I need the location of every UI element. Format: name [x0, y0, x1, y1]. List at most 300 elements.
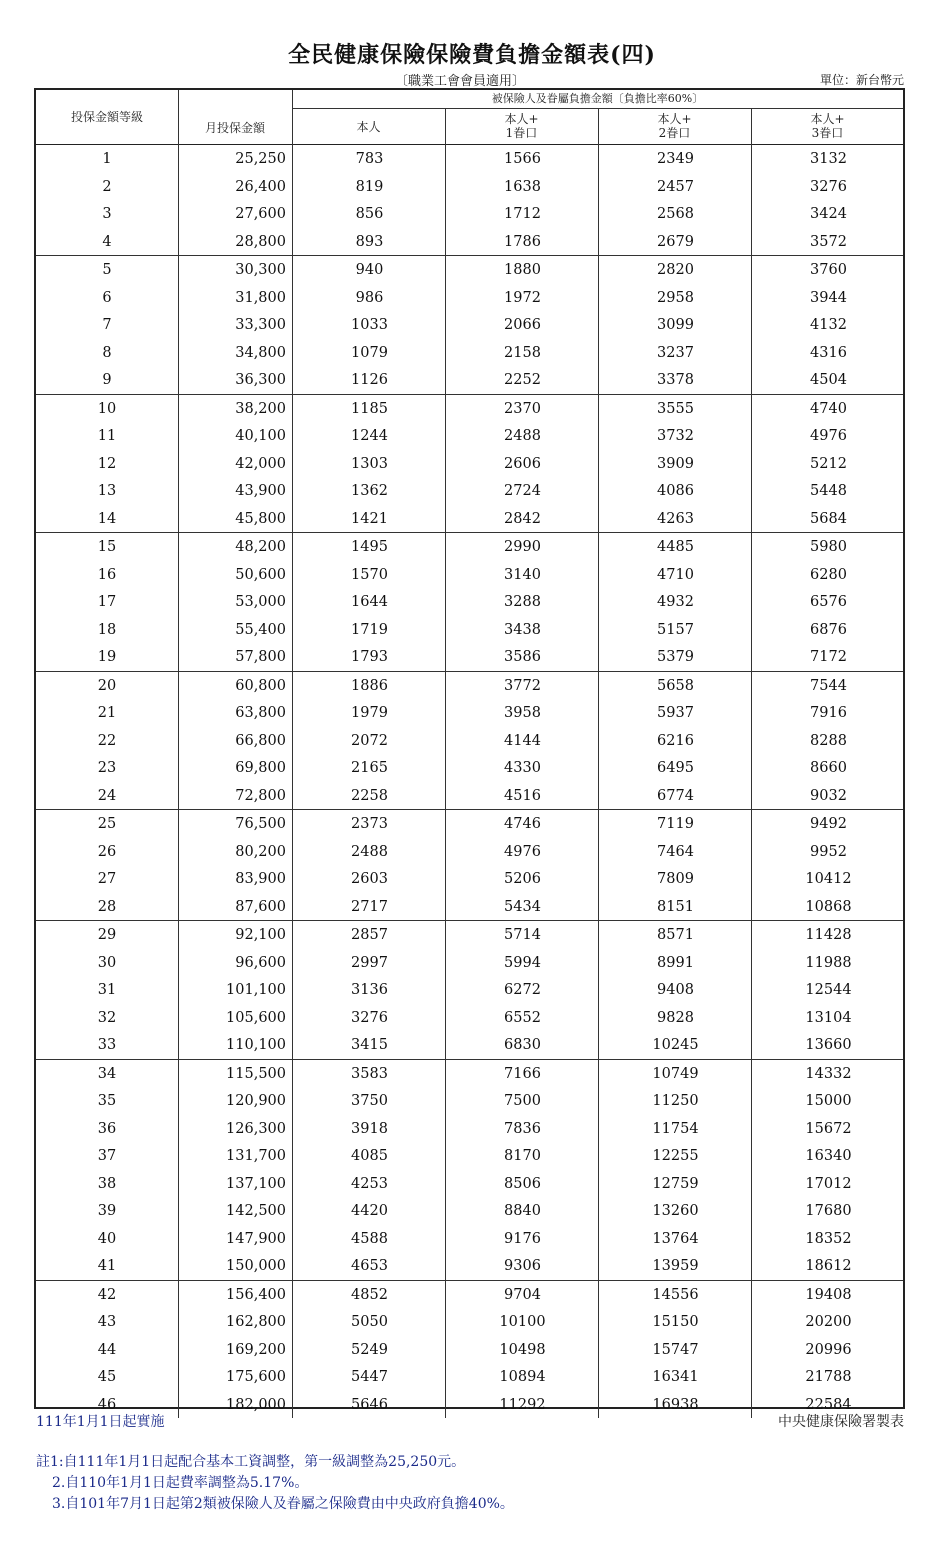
row-group: [36, 1060, 903, 1281]
row-group: [36, 533, 903, 672]
cell-self: 4253: [351, 1175, 388, 1192]
cell-dep3: 8288: [810, 732, 847, 749]
cell-self: 2165: [351, 760, 388, 776]
cell-grade: 12: [97, 455, 117, 472]
note-2: 2.自110年1月1日起費率調整為5.17%。: [52, 1475, 309, 1491]
cell-self: 3583: [351, 1065, 388, 1082]
cell-self: 819: [355, 178, 384, 195]
cell-dep2: 2457: [657, 178, 694, 195]
table-row: [36, 1252, 903, 1280]
row-group: [36, 256, 903, 395]
cell-self: 4588: [351, 1230, 388, 1247]
cell-dep1: 3288: [504, 594, 541, 610]
cell-dep2: 3909: [657, 455, 694, 472]
cell-self: 940: [355, 262, 384, 278]
cell-salary: 57,800: [235, 649, 286, 665]
cell-dep3: 7916: [810, 705, 847, 721]
cell-self: 5050: [351, 1314, 388, 1330]
table-row: [36, 173, 903, 201]
cell-dep3: 4976: [810, 428, 847, 444]
cell-dep3: 4132: [810, 317, 847, 333]
cell-salary: 105,600: [226, 1009, 286, 1026]
cell-self: 1126: [351, 372, 388, 388]
cell-dep1: 1786: [504, 233, 541, 250]
row-group: [36, 672, 903, 811]
cell-grade: 36: [97, 1120, 117, 1137]
table-row: [36, 256, 903, 284]
cell-grade: 21: [97, 705, 117, 721]
cell-dep2: 14556: [652, 1286, 699, 1303]
cell-dep1: 6830: [504, 1037, 541, 1053]
cell-salary: 38,200: [235, 400, 286, 417]
cell-dep1: 4746: [504, 816, 541, 832]
table-row: [36, 1142, 903, 1170]
cell-salary: 48,200: [235, 539, 286, 555]
cell-salary: 110,100: [226, 1037, 286, 1053]
cell-self: 1495: [351, 539, 388, 555]
cell-salary: 33,300: [235, 317, 286, 333]
table-body: [36, 145, 903, 1418]
cell-self: 893: [355, 233, 384, 250]
cell-grade: 16: [97, 566, 117, 583]
cell-self: 3750: [351, 1093, 388, 1109]
cell-dep1: 10498: [499, 1341, 546, 1358]
cell-dep2: 2679: [657, 233, 694, 250]
cell-self: 4420: [351, 1203, 388, 1219]
table-row: [36, 1308, 903, 1336]
header-dep3-bottom: 3眷口: [811, 126, 844, 140]
cell-dep2: 5937: [657, 705, 694, 721]
cell-dep2: 13260: [652, 1203, 699, 1219]
cell-salary: 150,000: [226, 1258, 286, 1274]
cell-salary: 76,500: [235, 816, 286, 832]
table-row: [36, 311, 903, 339]
cell-dep2: 2820: [657, 262, 694, 278]
cell-salary: 31,800: [235, 289, 286, 306]
cell-dep1: 9704: [504, 1286, 541, 1303]
cell-dep3: 8660: [810, 760, 847, 776]
cell-dep1: 4516: [504, 787, 541, 804]
cell-self: 2373: [351, 816, 388, 832]
cell-dep3: 12544: [805, 982, 852, 998]
cell-dep1: 2990: [504, 539, 541, 555]
cell-self: 1719: [351, 621, 388, 638]
cell-salary: 162,800: [226, 1314, 286, 1330]
cell-salary: 83,900: [235, 871, 286, 887]
cell-self: 5646: [351, 1396, 388, 1413]
cell-dep3: 3572: [810, 233, 847, 250]
cell-dep3: 14332: [805, 1065, 852, 1082]
cell-self: 3415: [351, 1037, 388, 1053]
table-row: [36, 1363, 903, 1391]
cell-dep1: 8170: [504, 1148, 541, 1164]
cell-grade: 37: [97, 1148, 117, 1164]
cell-salary: 126,300: [226, 1120, 286, 1137]
cell-dep2: 13959: [652, 1258, 699, 1274]
table-row: [36, 1281, 903, 1309]
cell-grade: 33: [97, 1037, 117, 1053]
cell-dep1: 2724: [504, 483, 541, 499]
header-dep1-top: 本人+: [504, 112, 539, 126]
cell-dep3: 9032: [810, 787, 847, 804]
table-row: [36, 782, 903, 810]
cell-dep3: 6876: [810, 621, 847, 638]
cell-dep2: 7464: [657, 843, 694, 860]
row-group: [36, 395, 903, 534]
cell-salary: 142,500: [226, 1203, 286, 1219]
cell-grade: 27: [97, 871, 117, 887]
cell-dep3: 11428: [805, 927, 852, 943]
cell-self: 2258: [351, 787, 388, 804]
header-dep1-bottom: 1眷口: [505, 126, 538, 140]
cell-grade: 20: [97, 677, 117, 694]
table-row: [36, 228, 903, 256]
table-row: [36, 754, 903, 782]
table-row: [36, 810, 903, 838]
cell-dep3: 13660: [805, 1037, 852, 1053]
table-maker: 中央健康保險署製表: [778, 1414, 904, 1430]
cell-dep3: 4740: [810, 400, 847, 417]
row-group: [36, 810, 903, 921]
cell-grade: 9: [102, 372, 112, 388]
cell-dep3: 6280: [810, 566, 847, 583]
cell-salary: 63,800: [235, 705, 286, 721]
cell-grade: 7: [102, 317, 112, 333]
cell-dep1: 7500: [504, 1093, 541, 1109]
table-row: [36, 145, 903, 173]
cell-dep2: 9408: [657, 982, 694, 998]
cell-self: 3136: [351, 982, 388, 998]
cell-dep1: 1566: [504, 151, 541, 167]
cell-grade: 45: [97, 1369, 117, 1385]
cell-salary: 25,250: [235, 151, 286, 167]
cell-dep1: 3586: [504, 649, 541, 665]
cell-self: 2488: [351, 843, 388, 860]
cell-grade: 22: [97, 732, 117, 749]
table-row: [36, 1060, 903, 1088]
cell-salary: 27,600: [235, 206, 286, 222]
cell-self: 1303: [351, 455, 388, 472]
cell-grade: 42: [97, 1286, 117, 1303]
table-row: [36, 838, 903, 866]
row-group: [36, 921, 903, 1060]
cell-grade: 39: [97, 1203, 117, 1219]
table-row: [36, 893, 903, 921]
cell-grade: 28: [97, 898, 117, 915]
cell-self: 1979: [351, 705, 388, 721]
cell-dep3: 7172: [810, 649, 847, 665]
table-row: [36, 422, 903, 450]
cell-dep2: 2958: [657, 289, 694, 306]
cell-dep1: 3772: [504, 677, 541, 694]
cell-dep2: 2568: [657, 206, 694, 222]
cell-dep1: 3438: [504, 621, 541, 638]
cell-dep3: 5684: [810, 510, 847, 527]
table-header: [36, 90, 903, 145]
cell-dep3: 17680: [805, 1203, 852, 1219]
cell-grade: 13: [97, 483, 117, 499]
cell-self: 1244: [351, 428, 388, 444]
cell-dep3: 6576: [810, 594, 847, 610]
cell-dep2: 10245: [652, 1037, 699, 1053]
cell-dep3: 10868: [805, 898, 852, 915]
subtitle: 〔職業工會會員適用〕: [395, 74, 526, 89]
cell-dep2: 8571: [657, 927, 694, 943]
cell-grade: 23: [97, 760, 117, 776]
cell-dep3: 4316: [810, 344, 847, 361]
row-group: [36, 145, 903, 256]
cell-self: 1185: [351, 400, 388, 417]
cell-grade: 35: [97, 1093, 117, 1109]
table-row: [36, 1087, 903, 1115]
cell-dep3: 4504: [810, 372, 847, 388]
cell-dep1: 10894: [499, 1369, 546, 1385]
table-row: [36, 865, 903, 893]
cell-dep3: 3132: [810, 151, 847, 167]
cell-grade: 44: [97, 1341, 117, 1358]
table-row: [36, 727, 903, 755]
cell-dep2: 11250: [652, 1093, 699, 1109]
cell-salary: 50,600: [235, 566, 286, 583]
cell-grade: 19: [97, 649, 117, 665]
cell-dep3: 16340: [805, 1148, 852, 1164]
cell-dep3: 9952: [810, 843, 847, 860]
cell-dep1: 4144: [504, 732, 541, 749]
table-row: [36, 366, 903, 394]
cell-dep2: 6774: [657, 787, 694, 804]
cell-dep2: 4485: [657, 539, 694, 555]
table-row: [36, 588, 903, 616]
cell-dep3: 18612: [805, 1258, 852, 1274]
cell-dep2: 2349: [657, 151, 694, 167]
cell-dep2: 3555: [657, 400, 694, 417]
cell-dep2: 5379: [657, 649, 694, 665]
table-row: [36, 616, 903, 644]
note-1: 註1:自111年1月1日起配合基本工資調整，第一級調整為25,250元。: [36, 1454, 466, 1470]
cell-grade: 41: [97, 1258, 117, 1274]
cell-self: 5249: [351, 1341, 388, 1358]
cell-dep3: 21788: [805, 1369, 852, 1385]
cell-salary: 72,800: [235, 787, 286, 804]
cell-self: 1644: [351, 594, 388, 610]
cell-salary: 87,600: [235, 898, 286, 915]
table-row: [36, 395, 903, 423]
cell-dep2: 3378: [657, 372, 694, 388]
table-row: [36, 561, 903, 589]
cell-self: 2717: [351, 898, 388, 915]
cell-self: 1793: [351, 649, 388, 665]
header-salary: 月投保金額: [204, 121, 265, 135]
table-row: [36, 505, 903, 533]
cell-dep1: 6272: [504, 982, 541, 998]
header-dep1: [445, 112, 598, 140]
table-row: [36, 1031, 903, 1059]
table-row: [36, 976, 903, 1004]
cell-dep2: 12255: [652, 1148, 699, 1164]
table-row: [36, 450, 903, 478]
effective-date: 111年1月1日起實施: [36, 1414, 165, 1430]
header-dep2-top: 本人+: [657, 112, 692, 126]
cell-dep3: 15672: [805, 1120, 852, 1137]
cell-dep3: 19408: [805, 1286, 852, 1303]
cell-self: 1570: [351, 566, 388, 583]
cell-salary: 96,600: [235, 954, 286, 971]
unit-label: 單位：新台幣元: [819, 73, 904, 87]
notes: [36, 1452, 514, 1515]
cell-dep3: 17012: [805, 1175, 852, 1192]
cell-dep1: 8506: [504, 1175, 541, 1192]
table-row: [36, 533, 903, 561]
cell-dep3: 5212: [810, 455, 847, 472]
cell-grade: 17: [97, 594, 117, 610]
cell-grade: 29: [97, 927, 117, 943]
cell-salary: 80,200: [235, 843, 286, 860]
cell-grade: 25: [97, 816, 117, 832]
header-dep3-top: 本人+: [810, 112, 845, 126]
table-row: [36, 1225, 903, 1253]
cell-dep1: 8840: [504, 1203, 541, 1219]
cell-dep3: 18352: [805, 1230, 852, 1247]
table-row: [36, 1197, 903, 1225]
table-row: [36, 1391, 903, 1419]
table-row: [36, 477, 903, 505]
cell-grade: 14: [97, 510, 117, 527]
cell-dep3: 20200: [805, 1314, 852, 1330]
cell-dep1: 5206: [504, 871, 541, 887]
cell-self: 2072: [351, 732, 388, 749]
cell-grade: 15: [97, 539, 117, 555]
row-group: [36, 1281, 903, 1419]
cell-dep1: 2066: [504, 317, 541, 333]
cell-salary: 36,300: [235, 372, 286, 388]
cell-dep1: 9176: [504, 1230, 541, 1247]
cell-dep2: 8151: [657, 898, 694, 915]
cell-grade: 38: [97, 1175, 117, 1192]
cell-salary: 156,400: [226, 1286, 286, 1303]
cell-grade: 26: [97, 843, 117, 860]
cell-salary: 137,100: [226, 1175, 286, 1192]
cell-self: 1421: [351, 510, 388, 527]
cell-dep3: 3276: [810, 178, 847, 195]
cell-grade: 43: [97, 1314, 117, 1330]
header-self: 本人: [356, 120, 381, 134]
cell-salary: 28,800: [235, 233, 286, 250]
cell-dep2: 10749: [652, 1065, 699, 1082]
cell-dep3: 5448: [810, 483, 847, 499]
cell-dep2: 7809: [657, 871, 694, 887]
header-dep3: [751, 112, 904, 140]
cell-self: 4085: [351, 1148, 388, 1164]
cell-dep1: 2252: [504, 372, 541, 388]
table-row: [36, 699, 903, 727]
cell-grade: 31: [97, 982, 117, 998]
cell-grade: 5: [102, 262, 112, 278]
cell-salary: 175,600: [226, 1369, 286, 1385]
cell-dep2: 13764: [652, 1230, 699, 1247]
cell-self: 856: [355, 206, 384, 222]
cell-dep1: 1638: [504, 178, 541, 195]
cell-dep2: 16938: [652, 1396, 699, 1413]
cell-grade: 11: [97, 428, 117, 444]
cell-dep3: 13104: [805, 1009, 852, 1026]
table-row: [36, 200, 903, 228]
cell-salary: 66,800: [235, 732, 286, 749]
cell-salary: 147,900: [226, 1230, 286, 1247]
cell-grade: 32: [97, 1009, 117, 1026]
cell-dep2: 3099: [657, 317, 694, 333]
cell-dep2: 6495: [657, 760, 694, 776]
cell-dep1: 5994: [504, 954, 541, 971]
cell-self: 3276: [351, 1009, 388, 1026]
cell-dep3: 15000: [805, 1093, 852, 1109]
cell-grade: 46: [97, 1396, 117, 1413]
cell-grade: 1: [102, 151, 112, 167]
cell-dep3: 10412: [805, 871, 852, 887]
cell-dep3: 22584: [805, 1396, 852, 1413]
cell-grade: 3: [102, 206, 112, 222]
table-row: [36, 1115, 903, 1143]
cell-dep2: 4263: [657, 510, 694, 527]
cell-salary: 55,400: [235, 621, 286, 638]
cell-salary: 92,100: [235, 927, 286, 943]
cell-salary: 115,500: [226, 1065, 286, 1082]
cell-self: 1079: [351, 344, 388, 361]
cell-self: 783: [355, 151, 384, 167]
cell-self: 986: [355, 289, 384, 306]
header-group: 被保險人及眷屬負擔金額〔負擔比率60%〕: [491, 92, 704, 105]
cell-dep1: 3958: [504, 705, 541, 721]
cell-grade: 24: [97, 787, 117, 804]
table-row: [36, 672, 903, 700]
cell-salary: 120,900: [226, 1093, 286, 1109]
cell-dep3: 3760: [810, 262, 847, 278]
cell-dep1: 10100: [499, 1314, 546, 1330]
cell-dep2: 9828: [657, 1009, 694, 1026]
cell-salary: 60,800: [235, 677, 286, 694]
cell-salary: 40,100: [235, 428, 286, 444]
cell-dep1: 5714: [504, 927, 541, 943]
cell-dep2: 4086: [657, 483, 694, 499]
header-dep2-bottom: 2眷口: [658, 126, 691, 140]
cell-dep3: 11988: [805, 954, 852, 971]
table-row: [36, 1004, 903, 1032]
table-row: [36, 1170, 903, 1198]
cell-dep1: 5434: [504, 898, 541, 915]
cell-salary: 101,100: [226, 982, 286, 998]
cell-dep1: 2488: [504, 428, 541, 444]
cell-salary: 69,800: [235, 760, 286, 776]
cell-dep1: 1712: [504, 206, 541, 222]
cell-salary: 53,000: [235, 594, 286, 610]
cell-dep2: 16341: [652, 1369, 699, 1385]
cell-self: 4852: [351, 1286, 388, 1303]
cell-dep3: 5980: [810, 539, 847, 555]
cell-dep1: 11292: [499, 1396, 546, 1413]
cell-dep1: 6552: [504, 1009, 541, 1026]
cell-salary: 169,200: [226, 1341, 286, 1358]
cell-salary: 30,300: [235, 262, 286, 278]
table-row: [36, 949, 903, 977]
cell-self: 1033: [351, 317, 388, 333]
cell-grade: 40: [97, 1230, 117, 1247]
cell-dep2: 4932: [657, 594, 694, 610]
premium-table: [34, 88, 905, 1413]
table-row: [36, 643, 903, 671]
cell-salary: 131,700: [226, 1148, 286, 1164]
cell-dep1: 2842: [504, 510, 541, 527]
table-row: [36, 339, 903, 367]
cell-dep3: 7544: [810, 677, 847, 694]
